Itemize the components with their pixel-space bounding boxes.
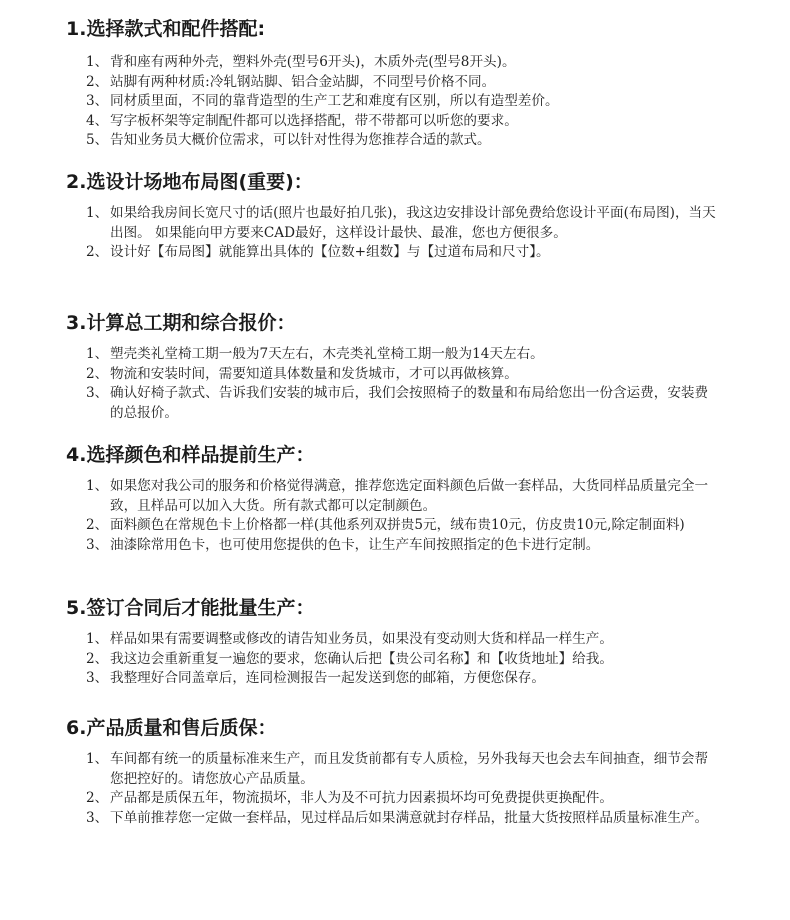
item-number: 1、 xyxy=(86,205,109,221)
section-heading: 2.选设计场地布局图(重要)： xyxy=(66,171,313,193)
item-text: 确认好椅子款式、告诉我们安装的城市后，我们会按照椅子的数量和布局给您出一份含运费，安装费的总报价。 xyxy=(110,385,709,421)
list-item xyxy=(0,477,790,516)
item-number: 2、 xyxy=(86,73,109,90)
list-item xyxy=(0,809,790,829)
item-text: 如果给我房间长宽尺寸的话(照片也最好拍几张)，我这边安排设计部免费给您设计平面(布局图)，当天出图。 如果能向甲方要来CAD最好，这样设计最快、最准，您也方便很多。 xyxy=(110,205,716,241)
item-list xyxy=(0,750,790,828)
list-item xyxy=(0,669,790,689)
item-text: 油漆除常用色卡，也可使用您提供的色卡，让生产车间按照指定的色卡进行定制。 xyxy=(110,536,600,553)
item-text: 我整理好合同盖章后，连同检测报告一起发送到您的邮箱，方便您保存。 xyxy=(110,670,545,686)
item-text: 告知业务员大概价位需求，可以针对性得为您推荐合适的款式。 xyxy=(110,132,491,148)
list-item xyxy=(0,789,790,809)
item-text: 如果您对我公司的服务和价格觉得满意，推荐您选定面料颜色后做一套样品，大货同样品质量完全一致，且样品可以加入大货。所有款式都可以定制颜色。 xyxy=(110,478,709,514)
item-number: 2、 xyxy=(86,790,109,806)
item-text: 塑壳类礼堂椅工期一般为7天左右，木壳类礼堂椅工期一般为14天左右。 xyxy=(110,346,544,362)
item-text: 同材质里面，不同的靠背造型的生产工艺和难度有区别，所以有造型差价。 xyxy=(110,93,559,109)
item-number: 1、 xyxy=(86,478,109,494)
item-text: 我这边会重新重复一遍您的要求，您确认后把【贵公司名称】和【收货地址】给我。 xyxy=(110,650,613,667)
item-number: 1、 xyxy=(86,751,109,767)
list-item xyxy=(0,112,790,132)
item-text: 背和座有两种外壳，塑料外壳(型号6开头)，木质外壳(型号8开头)。 xyxy=(110,54,516,70)
item-number: 1、 xyxy=(86,631,109,647)
item-text: 写字板杯架等定制配件都可以选择搭配，带不带都可以听您的要求。 xyxy=(110,112,518,129)
item-number: 3、 xyxy=(86,93,109,109)
item-number: 1、 xyxy=(86,54,109,70)
item-list xyxy=(0,345,790,423)
section-heading: 6.产品质量和售后质保： xyxy=(66,717,277,739)
item-list xyxy=(0,53,790,151)
item-text: 面料颜色在常规色卡上价格都一样(其他系列双拼贵5元，绒布贵10元，仿皮贵10元,除定制面料) xyxy=(110,517,685,533)
list-item xyxy=(0,650,790,670)
list-item xyxy=(0,516,790,536)
list-item xyxy=(0,630,790,650)
item-text: 设计好【布局图】就能算出具体的【位数+组数】与【过道布局和尺寸】。 xyxy=(110,244,550,260)
list-item xyxy=(0,536,790,556)
list-item xyxy=(0,345,790,365)
list-item xyxy=(0,365,790,385)
item-list xyxy=(0,204,790,263)
item-text: 物流和安装时间，需要知道具体数量和发货城市，才可以再做核算。 xyxy=(110,365,518,382)
section-heading: 3.计算总工期和综合报价： xyxy=(66,312,296,334)
item-text: 产品都是质保五年，物流损坏，非人为及不可抗力因素损坏均可免费提供更换配件。 xyxy=(110,790,613,806)
list-item xyxy=(0,750,790,789)
item-number: 3、 xyxy=(86,809,109,826)
section-heading: 1.选择款式和配件搭配: xyxy=(66,18,266,40)
item-number: 2、 xyxy=(86,517,109,533)
list-item xyxy=(0,92,790,112)
item-number: 3、 xyxy=(86,536,109,553)
item-number: 3、 xyxy=(86,385,109,401)
item-text: 车间都有统一的质量标准来生产，而且发货前都有专人质检，另外我每天也会去车间抽查，细节会帮您把控好的。请您放心产品质量。 xyxy=(110,751,709,787)
section-heading: 5.签订合同后才能批量生产： xyxy=(66,597,315,619)
list-item xyxy=(0,131,790,151)
list-item xyxy=(0,204,790,243)
item-number: 5、 xyxy=(86,132,109,148)
item-number: 4、 xyxy=(86,112,109,129)
item-text: 下单前推荐您一定做一套样品，见过样品后如果满意就封存样品，批量大货按照样品质量标准生产。 xyxy=(110,809,709,826)
item-number: 2、 xyxy=(86,650,109,667)
item-list xyxy=(0,477,790,555)
item-text: 样品如果有需要调整或修改的请告知业务员，如果没有变动则大货和样品一样生产。 xyxy=(110,631,613,647)
list-item xyxy=(0,384,790,423)
list-item xyxy=(0,73,790,93)
list-item xyxy=(0,53,790,73)
item-number: 2、 xyxy=(86,365,109,382)
item-number: 1、 xyxy=(86,346,109,362)
list-item xyxy=(0,243,790,263)
item-number: 3、 xyxy=(86,670,109,686)
item-list xyxy=(0,630,790,689)
section-heading: 4.选择颜色和样品提前生产： xyxy=(66,444,315,466)
item-text: 站脚有两种材质:冷轧钢站脚、铝合金站脚，不同型号价格不同。 xyxy=(110,73,496,90)
item-number: 2、 xyxy=(86,244,109,260)
